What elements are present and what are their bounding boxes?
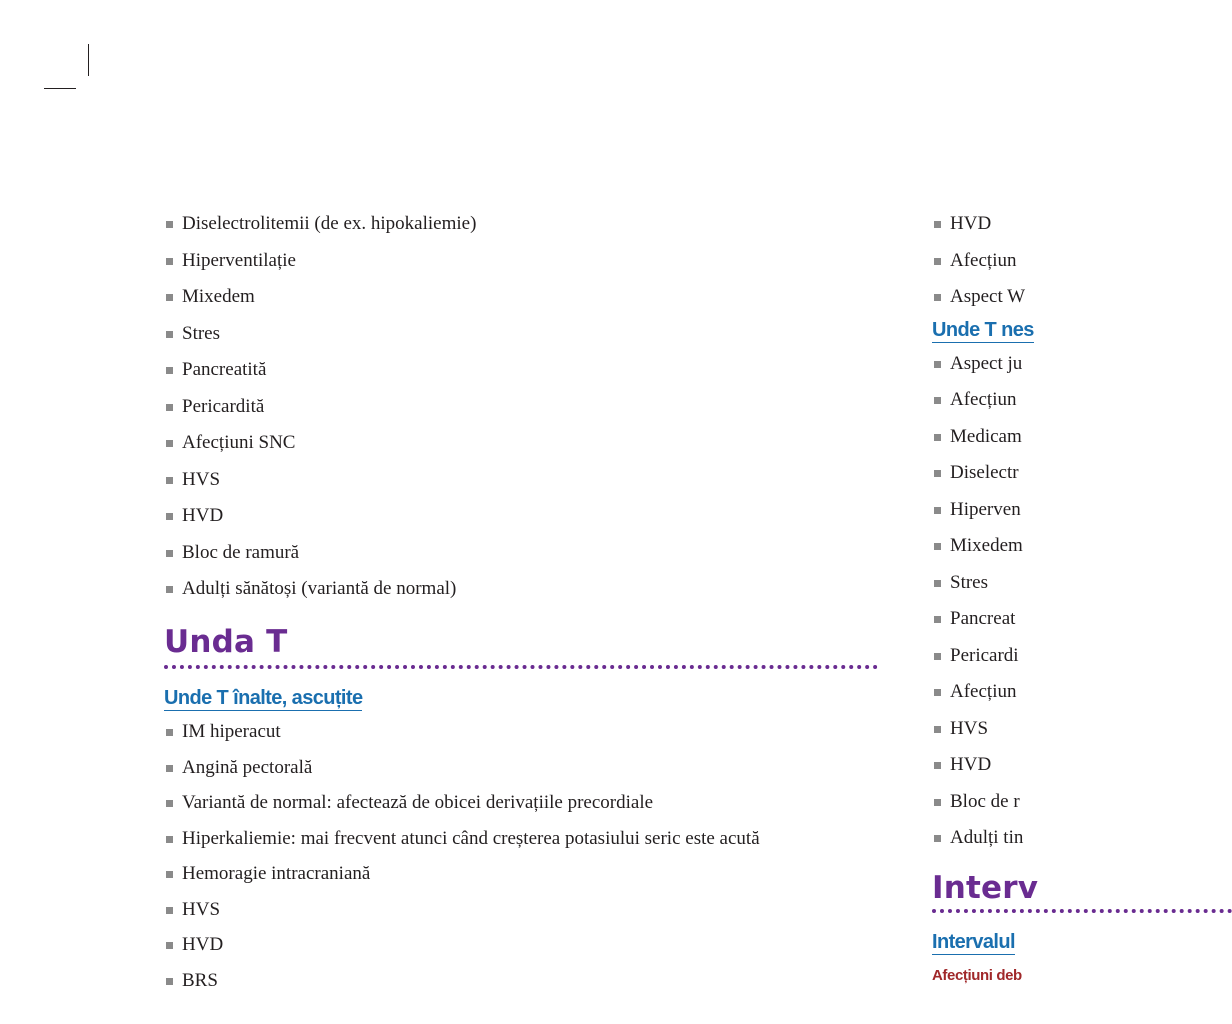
square-bullet-icon <box>166 404 173 411</box>
crop-mark-vertical <box>88 44 89 76</box>
list-item: Hemoragie intracraniană <box>164 863 878 885</box>
subsection-title-peaked-t-waves: Unde T înalte, ascuțite <box>164 687 363 709</box>
square-bullet-icon <box>166 907 173 914</box>
list-item: Mixedem <box>164 286 878 308</box>
subsection-title-interval: Intervalul <box>932 931 1015 953</box>
list-item: HVS <box>932 718 1232 740</box>
square-bullet-icon <box>934 543 941 550</box>
square-bullet-icon <box>934 434 941 441</box>
list-item: Afecțiuni SNC <box>164 432 878 454</box>
list-item: Bloc de r <box>932 791 1232 813</box>
list-item: HVD <box>164 505 878 527</box>
square-bullet-icon <box>934 689 941 696</box>
list-item: Angină pectorală <box>164 757 878 779</box>
square-bullet-icon <box>166 513 173 520</box>
list-item: Afecțiun <box>932 681 1232 703</box>
square-bullet-icon <box>934 726 941 733</box>
list-item: Aspect W <box>932 286 1232 308</box>
bullet-list-right-top <box>932 213 1232 308</box>
square-bullet-icon <box>934 397 941 404</box>
section-title-unda-t: Unda T <box>164 625 878 669</box>
right-column <box>932 213 1232 985</box>
list-item: Afecțiun <box>932 389 1232 411</box>
list-item: HVD <box>164 934 878 956</box>
list-item: Adulți tin <box>932 827 1232 849</box>
square-bullet-icon <box>934 799 941 806</box>
list-item: Variantă de normal: afectează de obicei derivațiile precordiale <box>164 792 878 814</box>
list-item: Medicam <box>932 426 1232 448</box>
square-bullet-icon <box>934 762 941 769</box>
list-item: Afecțiun <box>932 250 1232 272</box>
list-item: Stres <box>164 323 878 345</box>
bullet-list-peaked-t <box>164 721 878 992</box>
square-bullet-icon <box>166 477 173 484</box>
list-item: Bloc de ramură <box>164 542 878 564</box>
square-bullet-icon <box>934 361 941 368</box>
list-item: HVD <box>932 213 1232 235</box>
square-bullet-icon <box>934 835 941 842</box>
list-item: Pancreatită <box>164 359 878 381</box>
square-bullet-icon <box>166 294 173 301</box>
subsection-title-nonspecific-t: Unde T nes <box>932 318 1034 341</box>
square-bullet-icon <box>934 653 941 660</box>
section-title-interval: Interv <box>932 871 1232 913</box>
square-bullet-icon <box>166 367 173 374</box>
list-item: Pericardi <box>932 645 1232 667</box>
bullet-list-right-middle <box>932 353 1232 850</box>
square-bullet-icon <box>166 836 173 843</box>
square-bullet-icon <box>166 765 173 772</box>
square-bullet-icon <box>934 221 941 228</box>
square-bullet-icon <box>934 294 941 301</box>
square-bullet-icon <box>166 221 173 228</box>
square-bullet-icon <box>166 258 173 265</box>
square-bullet-icon <box>166 586 173 593</box>
list-item: Pericardită <box>164 396 878 418</box>
list-item: HVS <box>164 899 878 921</box>
list-item: Hiperven <box>932 499 1232 521</box>
square-bullet-icon <box>934 580 941 587</box>
list-item: Hiperkaliemie: mai frecvent atunci când creșterea potasiului seric este acută <box>164 828 878 850</box>
square-bullet-icon <box>166 331 173 338</box>
list-item: Diselectrolitemii (de ex. hipokaliemie) <box>164 213 878 235</box>
list-item: Aspect ju <box>932 353 1232 375</box>
list-item: Adulți sănătoși (variantă de normal) <box>164 578 878 600</box>
square-bullet-icon <box>934 507 941 514</box>
square-bullet-icon <box>166 871 173 878</box>
square-bullet-icon <box>166 550 173 557</box>
list-item: HVD <box>932 754 1232 776</box>
square-bullet-icon <box>166 440 173 447</box>
square-bullet-icon <box>166 800 173 807</box>
subsection-title-conditions: Afecțiuni deb <box>932 967 1022 984</box>
square-bullet-icon <box>166 729 173 736</box>
list-item: Mixedem <box>932 535 1232 557</box>
left-column <box>164 213 878 1005</box>
square-bullet-icon <box>166 978 173 985</box>
list-item: Hiperventilație <box>164 250 878 272</box>
bullet-list-causes <box>164 213 878 600</box>
square-bullet-icon <box>934 258 941 265</box>
list-item: Diselectr <box>932 462 1232 484</box>
square-bullet-icon <box>934 616 941 623</box>
crop-mark-horizontal <box>44 88 76 89</box>
square-bullet-icon <box>934 470 941 477</box>
square-bullet-icon <box>166 942 173 949</box>
list-item: BRS <box>164 970 878 992</box>
list-item: HVS <box>164 469 878 491</box>
list-item: IM hiperacut <box>164 721 878 743</box>
list-item: Pancreat <box>932 608 1232 630</box>
list-item: Stres <box>932 572 1232 594</box>
